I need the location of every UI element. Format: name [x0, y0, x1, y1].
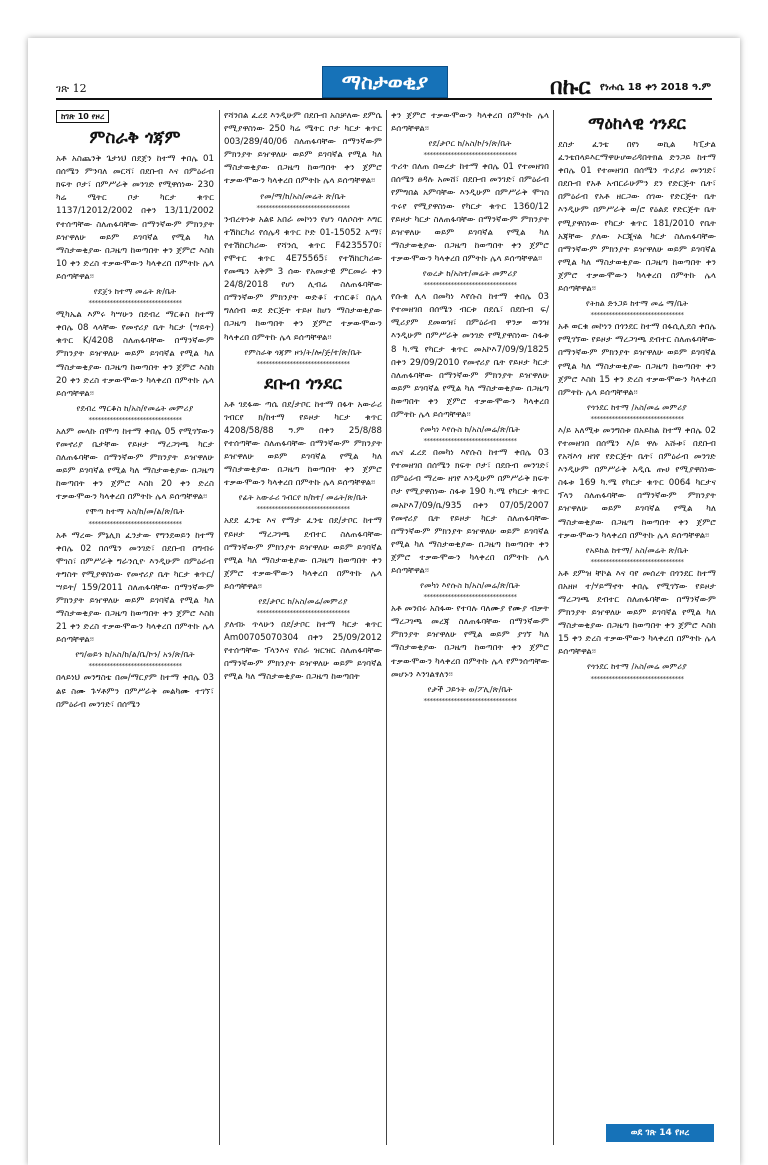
notice-text: ጥሪት በለጠ በወረታ ከተማ ቀበሌ 01 የተመዘገበ በሰሜን ፀዳሉ አመሸ፣ በደቡብ መንገድ፣ በምዕራብ የምግበል አምባቸው እንዲሁም በምሥራቅ ሞገስ ጥሩየ የሚያዋስነው የካርታ ቁጥር 1360/12 የይዞታ ካርታ ስለጠፋባቸው በማንኛውም ምክንያት ይዠዋለሁ ወይም ይገባኛል የሚል ካለ ማስታወቂያው በጋዜጣ ከወጣበት ቀን ጀምሮ ተቃውሞውን ካላቀረበ በምትኩ ሌላ ይሰጣቸዋል፡፡ — [391, 162, 549, 264]
separator: ******************************* — [256, 359, 350, 368]
separator: ******************************* — [256, 609, 350, 618]
continues-on-label: ወደ ገጽ 14 የዞረ — [606, 1124, 714, 1142]
notice-signature: የመካነ እየሱስ ከ/አስ/መሬ/ጽ/ቤት — [420, 424, 520, 435]
column-1 — [56, 110, 214, 712]
region-title-east-gojjam: ምስራቅ ጎጃም — [89, 128, 181, 149]
newspaper-name: በኩር — [550, 74, 591, 100]
page-number: ገጽ 12 — [56, 82, 87, 95]
notice-signature: የምስራቅ ጎጃም ዞን/ት/ሎ/ጅ/ተ/ጽ/ቤት — [244, 346, 362, 357]
column-divider — [219, 110, 220, 1145]
separator: ******************************* — [423, 151, 517, 160]
separator: ******************************* — [256, 505, 350, 514]
separator: ******************************* — [590, 674, 684, 683]
notice-text: አቶ ደምዝ ቸኮል እና ባየ መሰረት በጎንደር ከተማ በአዘዞ ተ/ሃይማኖት ቀበሌ የሚገኘው የይዞታ ማረጋገጫ ደብተር ስለጠፋባቸው በማንኛውም ምክንያት ይዠዋለሁ ወይም ይገባኛል የሚል ካለ ማስታወቂያው በጋዜጣ ከወጣበት ቀን ጀምሮ እስከ 15 ቀን ድረስ ተቃውሞውን ካላቀረበ በምትኩ ሌላ ይሰጣቸዋል፡፡ — [558, 568, 716, 658]
notice-text: አቶ ገደፋው ጣሴ በደ/ታቦር ከተማ በፋት አውራሪ ገብርየ ክ/ከተማ የይዞታ ካርታ ቁጥር 4208/58/88 ዓ.ም በቀን 25/8/88 የተሰጣቸው ስለጠፋባቸው በማንኛውም ምክንያት ይዠዋለሁ ወይም ይገባኛል የሚል ካለ ማስታወቂያው በጋዜጣ ከወጣበት ቀን ጀምሮ ተቃውሞውን ካላቀረበ በምትኩ ሌላ ይሰጣቸዋል፡፡ — [224, 399, 382, 489]
notice-signature: የትክል ድንጋይ ከተማ መሬ ማ/ቤት — [585, 298, 689, 309]
page-header — [40, 52, 730, 98]
notice-signature: የወረታ ከ/አስተ/መሬት መምሪያ — [422, 268, 518, 279]
separator: ******************************* — [423, 696, 517, 705]
notice-text: እ/ይ አለሚቱ መንግስቱ በአይከል ከተማ ቀበሌ 02 የተመዘገበ በሰሜን እ/ይ ዋሉ አሹቱ፣ በደቡብ የአሻእጎ ዘገየ የድርጅት ቤት፣ በምዕራብ መንገድ እንዲሁም በምሥራቅ አዲሴ ጡሀ የሚያዋስነው ስፋቱ 169 ካ.ሜ የካርታ ቁጥር 0064 ካርታና ፕላን ስለጠፋባቸው በማንኛውም ምክንያት ይዠዋለሁ ወይም ይገባኛል የሚል ካለ ማስታወቂያው በጋዜጣ ከወጣበት ቀን ጀምሮ ተቃውሞውን ካላቀረበ በምትኩ ሌላ ይሰጣቸዋል፡፡ — [558, 425, 716, 541]
notice-signature: የደጀን ከተማ መሬት ጽ/ቤት — [93, 286, 177, 297]
column-divider — [386, 110, 387, 1145]
notice-text: አቶ ማረው ምኔሊክ ፈንታው የግንደወይን ከተማ ቀበሌ 02 በሰሜን መንገድ፣ በደቡብ በግብሩ ሞገስ፣ በምሥራቅ ግራንሲዮ እንዲሁም በምዕራብ ትግስት የሚያዋስነው የመኖሪያ ቤት ካርታ ቁጥር/ሣይት/ 159/2011 ስለጠፋባቸው በማንኛውም ምክንያት ይዠዋለሁ ወይም ይገባኛል የሚል ካለ ማስታወቂያው በጋዜጣ ከወጣበት ቀን ጀምሮ እስከ 21 ቀን ድረስ ተቃውሞውን ካላቀረበ በምትኩ ሌላ ይሰጣቸዋል፡፡ — [56, 530, 214, 646]
notice-text: በላይነህ መንግስቴ በመ/ማርያም ከተማ ቀበሌ 03 ልዩ ስሙ ጉሃቶምን በምሥራቅ መልካሙ ተገኘ፣ በምዕራብ መንገድ፣ በሰሜን — [56, 673, 214, 710]
separator: ******************************* — [88, 662, 182, 671]
separator: ******************************* — [88, 299, 182, 308]
notice-text: አለም መላኩ በሞጣ ከተማ ቀበሌ 05 የሚገኘውን የመኖሪያ ቤታቸው የይዞታ ማረጋገጫ ካርታ ስለጠፋባቸው በማንኛውም ምክንያት ይዠዋለሁ ወይም ይገባኛል የሚል ካለ ማስታወቂያው በጋዜጣ ከወጣበት ቀን ጀምሮ እስከ 20 ቀን ድረስ ተቃውሞውን ካላቀረበ በምትኩ ሌላ ይሰጣቸዋል፡፡ — [56, 426, 214, 503]
notice-signature: የጎንደር ከተማ /አስ/መሬ መምሪያ — [587, 661, 687, 672]
notice-signature: የታች ጋይንት ወ/ፖሊ/ጽ/ቤት — [427, 683, 513, 694]
separator: ******************************* — [590, 414, 684, 423]
separator: ******************************* — [590, 311, 684, 320]
issue-date: የነሐሴ 18 ቀን 2018 ዓ.ም — [600, 82, 711, 93]
notice-signature: የግ/ወይን ከ/አስ/ከ/ል/ቤ/ኮን/ አን/ጽ/ቤት — [75, 649, 195, 660]
header-rule — [56, 98, 712, 100]
notice-text: ጤና ፈረደ በመካነ እየሱስ ከተማ ቀበሌ 03 የተመዘገበ በሰሜን ክፍት ቦታ፣ በደቡብ መንገድ፣ በምዕራብ ማረው ዘገየ እንዲሁም በምሥራቅ ክፍት ቦታ የሚያዋስነው ስፋቱ 190 ካ.ሜ የካርታ ቁጥር መአኮእ7/09/ቤ/935 በቀን 07/05/2007 የመኖሪያ ቤት የይዞታ ካርታ ስለጠፋባቸው በማንኛውም ምክንያት ይዠዋለሁ ወይም ይገባኛል የሚል ካለ ማስታወቂያው በጋዜጣ ከወጣበት ቀን ጀምሮ ተቃውሞውን ካላቀረበ በምትኩ ሌላ ይሰጣቸዋል፡፡ — [391, 448, 549, 576]
newspaper-page — [40, 52, 730, 1162]
separator: ******************************* — [590, 557, 684, 566]
notice-text: አቶ ወርቁ መኮነን በጎንደር ከተማ በፋሲሊደስ ቀበሌ የሚገኘው የይዞታ ማረጋገጫ ደብተር ስለጠፋባቸው በማንኛውም ምክንያት ይዠዋለሁ ወይም ይገባኛል የሚል ካለ ማስታወቂያው በጋዜጣ ከወጣበት ቀን ጀምሮ እስከ 15 ቀን ድረስ ተቃውሞውን ካላቀረበ በምትኩ ሌላ ይሰጣቸዋል፡፡ — [558, 322, 716, 398]
notice-text: የሱቁ ሊላ በመካነ እየሱስ ከተማ ቀበሌ 03 የተመዘገበ በሰሜን ብርቱ በደሴ፣ በደቡብ ፍ/ሚሪያም ደመወዝ፣ በምዕራብ ዋንቃ ወንዝ እንዲሁም በምሥራቅ መንገድ የሚያዋስነው ስፋቱ 8 ካ.ሜ የካርታ ቁጥር መአኮእ7/09/9/1825 በቀን 29/09/2010 የመኖሪያ ቤት የይዞታ ካርታ ስለጠፋባቸው በማንኛውም ምክንያት ይዠዋለሁ ወይም ይገባኛል የሚል ካለ ማስታወቂያው በጋዜጣ ከወጣበት ቀን ጀምሮ ተቃውሞውን ካላቀረበ በምትኩ ሌላ ይሰጣቸዋል፡፡ — [391, 292, 549, 420]
notice-text: ደስታ ፈንቴ በየነ ወኪል ካፒታል ፈንቴበላይእርማዋሁሆወሪዳበትክል ድንጋይ ከተማ ቀበሌ 01 የተመዘገበ በሰሜን ጥሪያሪ መንገድ፣ በደቡብ የአቶ አብርራሁምን ደን የድርጅት ቤት፣ በምዕራብ የአቶ ዘርጋው ሰገው የድርጅት ቤት እንዲሁም በምሥራቅ ወ/ሮ የዕልደ የድርጅት ቤት የሚያዋስነው የካርታ ቁጥር 181/2010 የቤት አጃቸው ያለው ኦርጂናል ካርታ ስለጠፋባቸው በማንኛውም ምክንያት ይዠዋለሁ ወይም ይገባኛል የሚል ካለ ማስታወቂያው በጋዜጣ ከወጣበት ቀን ጀምሮ ተቃውሞውን ካላቀረበ በምትኩ ሌላ ይሰጣቸዋል፡፡ — [558, 140, 716, 295]
notice-text: ሚካኤል እምሩ ካሣሁን በደብረ ማርቆስ ከተማ ቀበሌ 08 ላላቸው የመኖሪያ ቤት ካርታ (ሣይት) ቁጥር K/4208 ስለጠፋባቸው በማንኛውም ምክንያት ይዠዋለሁ ወይም ይገባኛል የሚል ካለ ማስታወቂያው በጋዜጣ ከወጣበት ቀን ጀምሮ እስከ 20 ቀን ድረስ ተቃውሞውን ካላቀረበ በምትኩ ሌላ ይሰጣቸዋል፡፡ — [56, 310, 214, 399]
separator: ******************************* — [423, 437, 517, 446]
notice-signature: የመ/ማ/ከ/አስ/መሬት ጽ/ቤት — [260, 190, 346, 201]
notice-signature: የፊት አውራሪ ገብርየ ክ/ከተ/ መሬት/ጽ/ቤት — [238, 492, 368, 503]
separator: ******************************* — [256, 203, 350, 212]
notice-signature: የሞጣ ከተማ አስ/ከ/መ/ል/ጽ/ቤት — [85, 506, 185, 517]
notice-signature: የመካነ እየሱስ ከ/አስ/መሬ/ጽ/ቤት — [420, 580, 520, 591]
separator: ******************************* — [88, 519, 182, 528]
notice-signature: የደብረ ማርቆስ ከ/አስ/የመሬት መምሪያ — [76, 402, 194, 413]
column-4 — [558, 110, 716, 685]
separator: ******************************* — [423, 281, 517, 290]
notice-text: አቶ መንበሩ አስፋው የተባሉ ባለሙያ የሙያ ብቃት ማረጋገጫ መረጃ ስለጠፋባቸው በማንኛውም ምክንያት ይዠዋለሁ የሚል ወይም ያገኘ ካለ ማስታወቂያው በጋዜጣ ከወጣበት ቀን ጀምሮ ተቃውሞውን ካላቀረበ በምትኩ ሌላ የምንሰጣቸው መሆኑን እንገልፃለን፡፡ — [391, 604, 549, 680]
notice-text: ቀን ጀምሮ ተቃውሞውን ካላቀረበ በምትኩ ሌላ ይሰጣቸዋል፡፡ — [391, 111, 549, 135]
notice-signature: የአይከል ከተማ/ አስ/መሬት ጽ/ቤት — [585, 544, 689, 555]
notice-text: ያለብኑ ጥላሁን በደ/ታቦር ከተማ ካርታ ቁጥር Am00705070304 በቀን 25/09/2012 የተሰጣቸው ፕላንእና የስራ ዝርዝር ስለጠፋባቸው በማንኛውም ምክንያት ይዠዋለሁ ወይም ይገባኛል የሚል ካለ ማስታወቂያው በጋዜጣ ከወጣበት — [224, 620, 382, 683]
notice-text: አቶ አስጨንቅ ጌታነህ በደጀን ከተማ ቀበሌ 01 በሰሜን ምንባለ መርሻ፣ በደቡብ እና በምዕራብ ክፍት ቦታ፣ በምሥራቅ መንገድ የሚዋሰነው 230 ካሬ ሜትር ቦታ ካርታ ቁጥር 1137/12012/2002 በቀን 13/11/2002 የተሰጣቸው ስለጠፋባቸው በማንኛውም ምክንያት ይዠዋለሁ ወይም ይገባኛል የሚል ካለ ማስታወቂያው በጋዜጣ ከወጣበት ቀን ጀምሮ እስከ 10 ቀን ድረስ ተቃውሞውን ካላቀረበ በምትኩ ሌላ ይሰጣቸዋል፡፡ — [56, 154, 214, 282]
section-masthead: ማስታወቂያ — [322, 66, 448, 98]
region-title-south-gondar: ደቡብ ጎንደር — [264, 373, 342, 394]
column-3 — [391, 110, 549, 707]
notice-text: አደደ ፈንቴ እና የማታ ፈንቴ በደ/ታቦር ከተማ የይዞታ ማረጋገጫ ደብተር ስለጠፋባቸው በማንኛውም ምክንያት ይዠዋለሁ ወይም ይገባኛል የሚል ካለ ማስታወቂያው በጋዜጣ ከወጣበት ቀን ጀምሮ ተቃውሞውን ካላቀረበ በምትኩ ሌላ ይሰጣቸዋል፡፡ — [224, 516, 382, 592]
column-divider — [553, 110, 554, 1145]
region-title-central-gondar: ማዕከላዊ ጎንደር — [588, 114, 686, 134]
notice-signature: የደ/ታቦር ከ/አስ/መሬ/መምሪያ — [258, 596, 348, 606]
notice-signature: የጎንደር ከተማ /አስ/መሬ መምሪያ — [587, 401, 687, 412]
column-2 — [224, 110, 382, 685]
notice-signature: የደ/ታቦር ከ/አስ/ኮ/ን/ጽ/ቤት — [428, 138, 512, 149]
separator: ******************************* — [88, 415, 182, 424]
notice-text: ንብረትነቱ አልዩ አበራ መኮነን የሆነ ባለሶስት እግር ተሽከርካሪ የሰሌዳ ቁጥር ኮድ 01-15052 አማ፣ የተሽከርካሪው የሻንሲ ቁጥር F4235570፣ የሞተር ቁጥር 4E75565፣ የተሽከርካሪው የመጫን አቅም 3 ሰው የአመታዊ ምርመራ ቀን 24/8/2018 የሆነ ሊብሬ ስለጠፋባቸው በማንኛውም ምክንያት ወድቆ፣ ተሰርቆ፣ በሌላ ግለሰብ ወደ ድርጅት ተይዞ ከሆነ ማስታወቂያው በጋዜጣ ከወጣበት ቀን ጀምሮ ተቃውሞውን ካላቀረበ በምትኩ ሌላ ይሰጣቸዋል፡፡ — [224, 214, 382, 343]
separator: ******************************* — [423, 593, 517, 602]
notice-text: የሻንበል ፈረደ እንዲሁም በደቡብ አስቻለው ደምሴ የሚያዋስነው 250 ካሬ ሜትር ቦታ ካርታ ቁጥር 003/289/40/06 ስለጠፋባቸው በማንኛውም ምክንያት ይዠዋለሁ ወይም ይገባኛል የሚል ካለ ማስታወቂያው በጋዜጣ ከወጣበት ቀን ጀምሮ ተቃውሞውን ካላቀረበ በምትኩ ሌላ ይሰጣቸዋል፡፡ — [224, 111, 382, 187]
continued-from-label: ከገጽ 10 የዞረ — [56, 110, 109, 123]
